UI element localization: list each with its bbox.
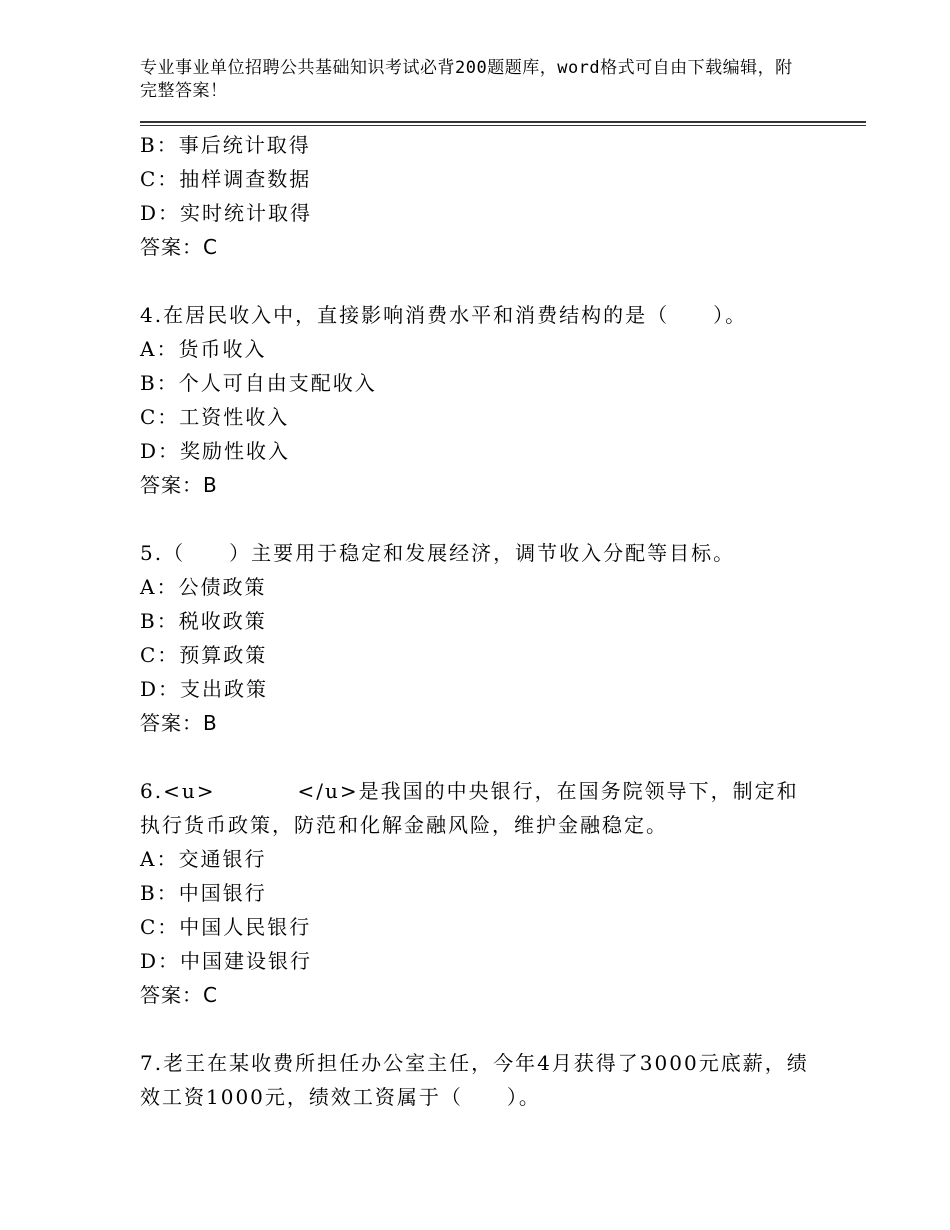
question-stem-text: 7.老王在某收费所担任办公室主任，今年4月获得了3000元底薪，绩效工资1000元，绩效工资属于（ (140, 1051, 809, 1109)
question-stem (140, 774, 820, 842)
option-d: D：奖励性收入 (140, 439, 291, 463)
option-b: B：个人可自由支配收入 (140, 371, 377, 395)
question-content (140, 128, 840, 1114)
document-header: 专业事业单位招聘公共基础知识考试必背200题题库，word格式可自由下载编辑，附完整答案！ (140, 58, 793, 101)
spacer (140, 740, 840, 774)
answer: 答案：C (140, 983, 218, 1007)
option-c: C：预算政策 (140, 643, 268, 667)
spacer (140, 264, 840, 298)
header-rule-thin (140, 125, 866, 126)
question-stem-text: 4.在居民收入中，直接影响消费水平和消费结构的是（ (140, 303, 670, 327)
option-c: C：抽样调查数据 (140, 167, 312, 191)
option-c: C：工资性收入 (140, 405, 290, 429)
option-d: D：支出政策 (140, 677, 269, 701)
option-a: A：货币收入 (140, 337, 267, 361)
option-d: D：中国建设银行 (140, 949, 313, 973)
question-stem (140, 298, 820, 332)
option-a: A：公债政策 (140, 575, 267, 599)
option-b: B：事后统计取得 (140, 133, 311, 157)
header-rule-thick (140, 121, 866, 123)
option-b: B：税收政策 (140, 609, 267, 633)
spacer (140, 502, 840, 536)
answer: 答案：B (140, 473, 218, 497)
question-stem-text: ）主要用于稳定和发展经济，调节收入分配等目标。 (229, 541, 736, 565)
spacer (140, 1012, 840, 1046)
option-b: B：中国银行 (140, 881, 267, 905)
answer: 答案：C (140, 235, 218, 259)
question-stem (140, 1046, 820, 1114)
answer: 答案：B (140, 711, 218, 735)
question-stem-text: </u>是我国的中央银行，在国务院领导下，制定和执行货币政策，防范和化解金融风险，维护金融稳定。 (140, 779, 799, 837)
question-stem-text: ）。 (506, 1085, 541, 1109)
option-c: C：中国人民银行 (140, 915, 312, 939)
option-a: A：交通银行 (140, 847, 267, 871)
question-stem (140, 536, 820, 570)
question-stem-text: 5.（ (140, 541, 186, 565)
option-d: D：实时统计取得 (140, 201, 313, 225)
question-stem-text: ）。 (713, 303, 748, 327)
question-stem-text: 6.<u> (140, 779, 216, 803)
